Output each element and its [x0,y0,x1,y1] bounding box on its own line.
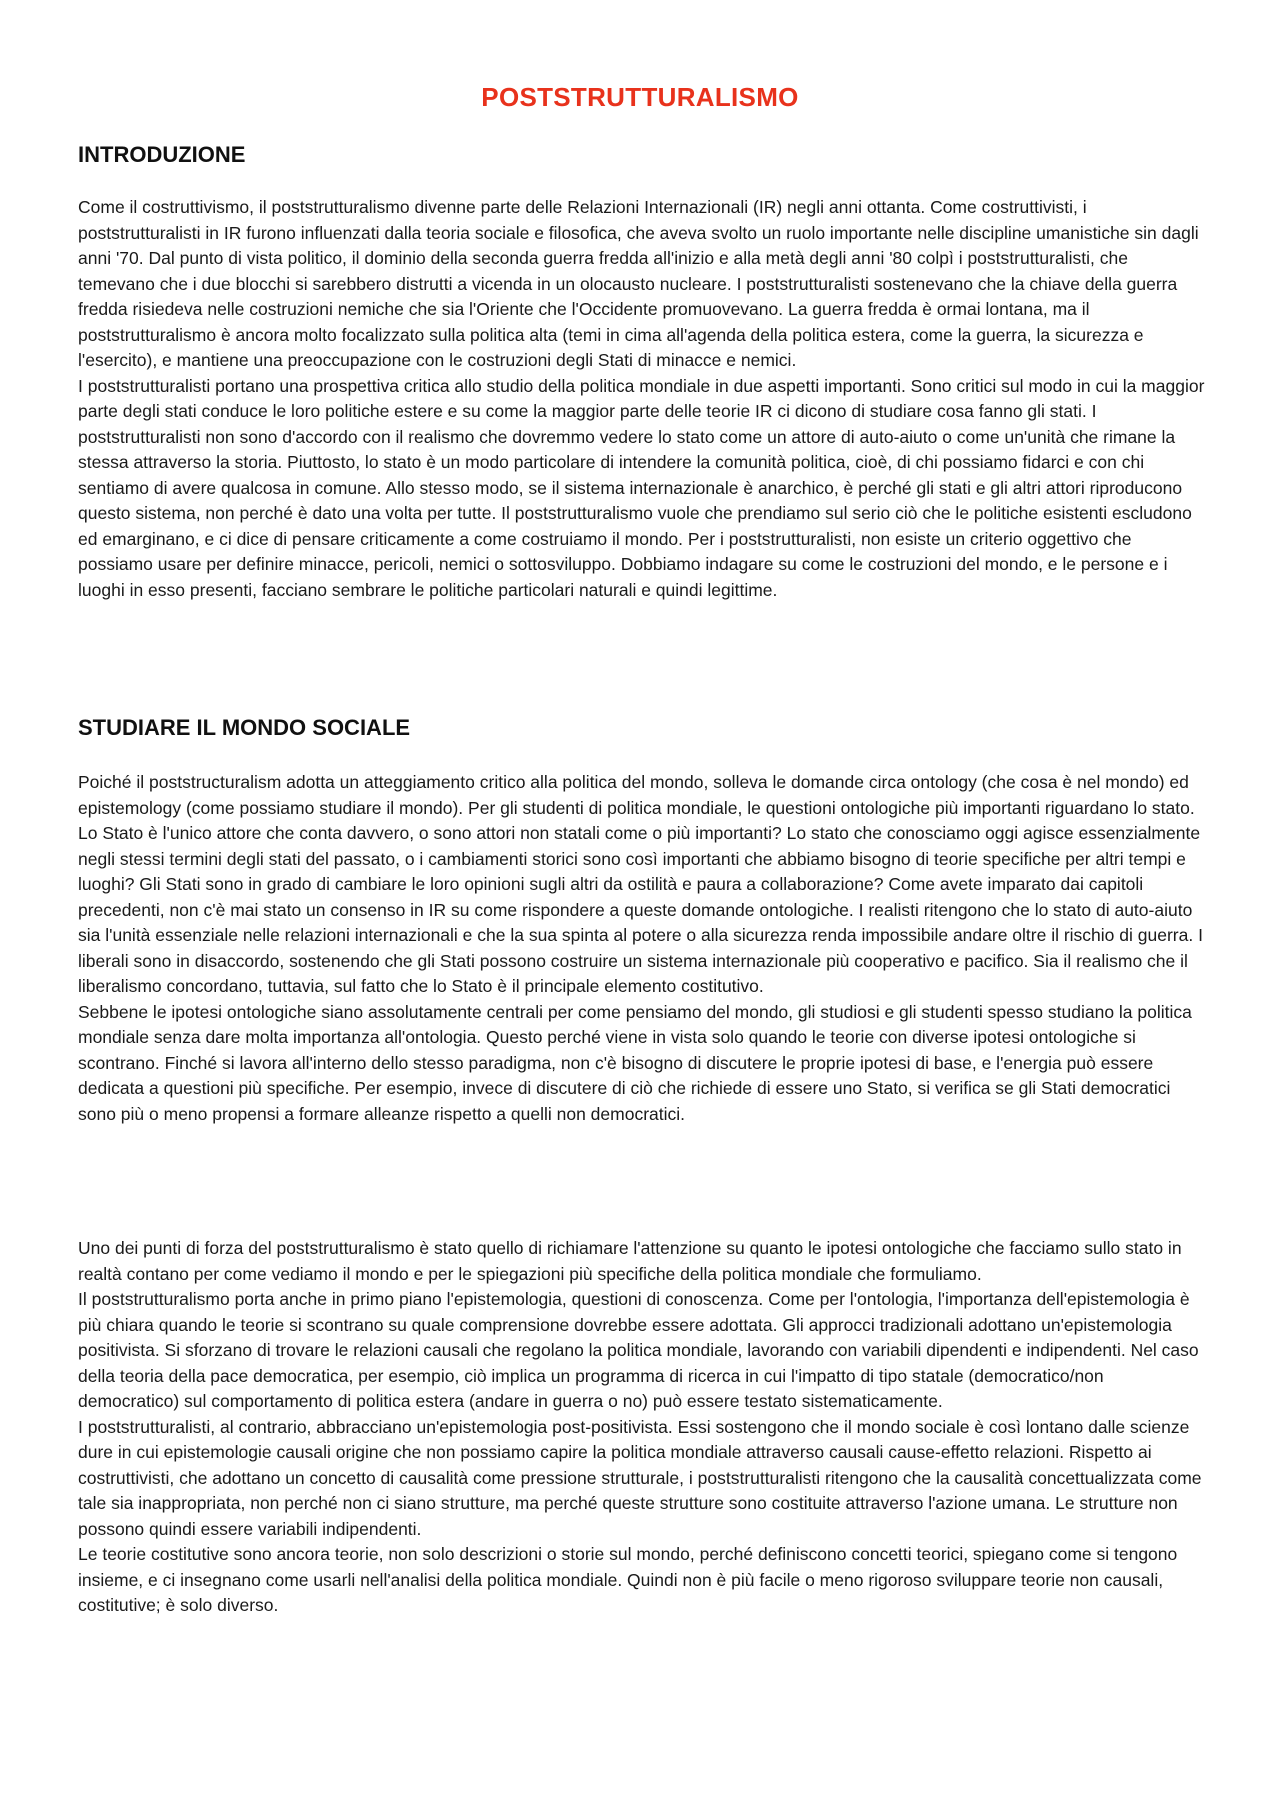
paragraph: Il poststrutturalismo porta anche in primo piano l'epistemologia, questioni di conoscenza. Come per l'ontologia, l'importanza dell'epistemologia è più chiara quando le teorie si scontrano su quale comprensione dovrebbe essere adottata. Gli approcci tradizionali adottano un'epistemologia positivista. Si sforzano di trovare le relazioni causali che regolano la politica mondiale, lavorando con variabili dipendenti e indipendenti. Nel caso della teoria della pace democratica, per esempio, ciò implica un programma di ricerca in cui l'impatto di tipo statale (democratico/non democratico) sul comportamento di politica estera (andare in guerra o no) può essere testato sistematicamente. [78,1289,1199,1411]
section-body-continuation [78,1236,1208,1619]
paragraph: Poiché il poststructuralism adotta un atteggiamento critico alla politica del mondo, solleva le domande circa ontology (che cosa è nel mondo) ed epistemology (come possiamo studiare il mondo). Per gli studenti di politica mondiale, le questioni ontologiche più importanti riguardano lo stato. Lo Stato è l'unico attore che conta davvero, o sono attori non statali come o più importanti? Lo stato che conosciamo oggi agisce essenzialmente negli stessi termini degli stati del passato, o i cambiamenti storici sono così importanti che abbiamo bisogno di teorie specifiche per altri tempi e luoghi? Gli Stati sono in grado di cambiare le loro opinioni sugli altri da ostilità e paura a collaborazione? Come avete imparato dai capitoli precedenti, non c'è mai stato un consenso in IR su come rispondere a queste domande ontologiche. I realisti ritengono che lo stato di auto-aiuto sia l'unità essenziale nelle relazioni internazionali e che la sua spinta al potere o alla sicurezza renda impossibile andare oltre il rischio di guerra. I liberali sono in disaccordo, sostenendo che gli Stati possono costruire un sistema internazionale più cooperativo e pacifico. Sia il realismo che il liberalismo concordano, tuttavia, sul fatto che lo Stato è il principale elemento costitutivo. [78,772,1203,996]
section-heading-studiare: STUDIARE IL MONDO SOCIALE [78,715,411,740]
document-title: POSTSTRUTTURALISMO [481,82,799,112]
paragraph: I poststrutturalisti, al contrario, abbracciano un'epistemologia post-positivista. Essi sostengono che il mondo sociale è così lontano dalle scienze dure in cui epistemologie causali origine che non possiamo capire la politica mondiale attraverso causali cause-effetto relazioni. Rispetto ai costruttivisti, che adottano un concetto di causalità come pressione strutturale, i poststrutturalisti ritengono che la causalità concettualizzata come tale sia inappropriata, non perché non ci siano strutture, ma perché queste strutture sono costituite attraverso l'azione umana. Le strutture non possono quindi essere variabili indipendenti. [78,1416,1202,1539]
paragraph: Uno dei punti di forza del poststrutturalismo è stato quello di richiamare l'attenzione su quanto le ipotesi ontologiche che facciamo sullo stato in realtà contano per come vediamo il mondo e per le spiegazioni più specifiche della politica mondiale che formuliamo. [78,1238,1182,1284]
section-heading-introduzione: INTRODUZIONE [78,142,246,167]
section-body-studiare [78,770,1208,1127]
paragraph: I poststrutturalisti portano una prospettiva critica allo studio della politica mondiale in due aspetti importanti. Sono critici sul modo in cui la maggior parte degli stati conduce le loro politiche estere e su come la maggior parte delle teorie IR ci dicono di studiare cosa fanno gli stati. I poststrutturalisti non sono d'accordo con il realismo che dovremmo vedere lo stato come un attore di auto-aiuto o come un'unità che rimane la stessa attraverso la storia. Piuttosto, lo stato è un modo particolare di intendere la comunità politica, cioè, di chi possiamo fidarci e con chi sentiamo di avere qualcosa in comune. Allo stesso modo, se il sistema internazionale è anarchico, è perché gli stati e gli altri attori riproducono questo sistema, non perché è dato una volta per tutte. Il poststrutturalismo vuole che prendiamo sul serio ciò che le politiche esistenti escludono ed emarginano, e ci dice di pensare criticamente a come costruiamo il mondo. Per i poststrutturalisti, non esiste un criterio oggettivo che possiamo usare per definire minacce, pericoli, nemici o sottosviluppo. Dobbiamo indagare su come le costruzioni del mondo, e le persone e i luoghi in esso presenti, facciano sembrare le politiche particolari naturali e quindi legittime. [78,375,1205,600]
paragraph: Le teorie costitutive sono ancora teorie, non solo descrizioni o storie sul mondo, perché definiscono concetti teorici, spiegano come si tengono insieme, e ci insegnano come usarli nell'analisi della politica mondiale. Quindi non è più facile o meno rigoroso sviluppare teorie non causali, costitutive; è solo diverso. [78,1544,1178,1615]
section-body-introduzione [78,195,1208,603]
paragraph: Come il costruttivismo, il poststrutturalismo divenne parte delle Relazioni Internazionali (IR) negli anni ottanta. Come costruttivisti, i poststrutturalisti in IR furono influenzati dalla teoria sociale e filosofica, che aveva svolto un ruolo importante nelle discipline umanistiche sin dagli anni '70. Dal punto di vista politico, il dominio della seconda guerra fredda all'inizio e alla metà degli anni '80 colpì i poststrutturalisti, che temevano che i due blocchi si sarebbero distrutti a vicenda in un olocausto nucleare. I poststrutturalisti sostenevano che la chiave della guerra fredda risiedeva nelle costruzioni nemiche che sia l'Oriente che l'Occidente promuovevano. La guerra fredda è ormai lontana, ma il poststrutturalismo è ancora molto focalizzato sulla politica alta (temi in cima all'agenda della politica estera, come la guerra, la sicurezza e l'esercito), e mantiene una preoccupazione con le costruzioni degli Stati di minacce e nemici. [78,197,1199,370]
paragraph: Sebbene le ipotesi ontologiche siano assolutamente centrali per come pensiamo del mondo, gli studiosi e gli studenti spesso studiano la politica mondiale senza dare molta importanza all'ontologia. Questo perché viene in vista solo quando le teorie con diverse ipotesi ontologiche si scontrano. Finché si lavora all'interno dello stesso paradigma, non c'è bisogno di discutere le proprie ipotesi di base, e l'energia può essere dedicata a questioni più specifiche. Per esempio, invece di discutere di ciò che richiede di essere uno Stato, si verifica se gli Stati democratici sono più o meno propensi a formare alleanze rispetto a quelli non democratici. [78,1001,1192,1124]
